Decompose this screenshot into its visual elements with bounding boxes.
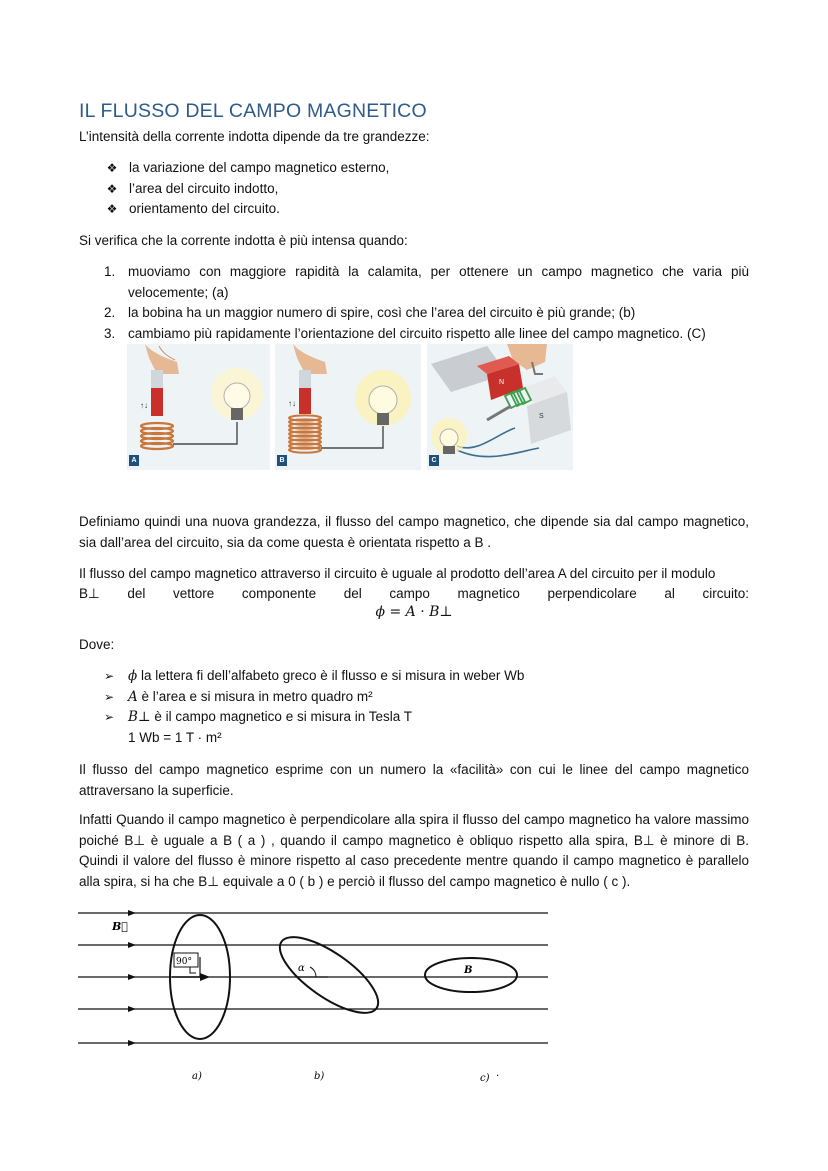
list-item: ❖ l’area del circuito indotto, [103, 179, 389, 200]
caption-c-dot: · [496, 1071, 500, 1082]
north-pole-label: N [499, 379, 505, 386]
list-item: 1. muoviamo con maggiore rapidità la calamita, per ottenere un campo magnetico che varia più velocemente; (a) [104, 264, 749, 300]
list-item: ➢ ϕ la lettera fi dell’alfabeto greco è il flusso e si misura in weber Wb [104, 666, 749, 687]
list-item: ➢ B⊥ è il campo magnetico e si misura in Tesla T [104, 707, 749, 728]
caption-b: b) [314, 1071, 325, 1082]
figure-b-tag: B [277, 455, 287, 466]
flux-line-2: B⊥ del vettore componente del campo magnetico perpendicolare al circuito: [79, 586, 749, 601]
south-pole-label: S [539, 413, 544, 420]
arrow-bullet-icon: ➢ [104, 710, 115, 724]
field-lines-drawing [76, 905, 551, 1090]
svg-text:↑↓: ↑↓ [140, 401, 148, 410]
factors-list [103, 158, 389, 220]
diamond-bullet-icon: ❖ [106, 181, 118, 196]
infatti-paragraph: Infatti Quando il campo magnetico è perpendicolare alla spira il flusso del campo magnetico ha valore massimo poiché B⊥ è uguale a B ( a ) , quando il campo magnetico è obliquo rispetto alla spira, B⊥ è minore di B. Quindi il valore del flusso è minore rispetto al caso precedente mentre quando il campo magnetico è parallelo alla spira, si ha che B⊥ equivale a 0 ( b ) e perciò il flusso del campo magnetico è nullo ( c ). [79, 812, 749, 889]
flux-formula: ϕ = A · B⊥ [375, 604, 453, 620]
caption-c: c) [480, 1073, 490, 1084]
flux-orientation-diagram [76, 905, 551, 1090]
figure-b [275, 344, 421, 470]
list-item: ➢ A è l’area e si misura in metro quadro m² [104, 687, 749, 708]
list-item: 3. cambiamo più rapidamente l’orientazione del circuito rispetto alle linee del campo magnetico. (C) [104, 325, 706, 341]
define-paragraph: Definiamo quindi una nuova grandezza, il flusso del campo magnetico, che dipende sia dal campo magnetico, sia dall’area del circuito, sia da come questa è orientata rispetto a B . [79, 514, 749, 550]
figure-c-drawing [427, 344, 573, 470]
field-vector-label: B⃗ [112, 920, 128, 933]
arrow-bullet-icon: ➢ [104, 689, 115, 704]
figure-a-tag: A [129, 455, 139, 466]
intro-text: L’intensità della corrente indotta dipende da tre grandezze: [79, 129, 430, 144]
figure-a-drawing [127, 344, 270, 470]
express-paragraph: Il flusso del campo magnetico esprime con un numero la «facilità» con cui le linee del campo magnetico attraversano la superficie. [79, 762, 749, 798]
angle-alpha-label: α [298, 963, 305, 974]
induction-figures [127, 344, 573, 470]
cases-list [104, 262, 749, 344]
figure-c-tag: C [429, 455, 439, 466]
caption-a: a) [192, 1071, 202, 1082]
list-item: ❖ orientamento del circuito. [103, 199, 389, 220]
figure-b-drawing [275, 344, 421, 470]
svg-text:↑↓: ↑↓ [288, 399, 296, 408]
b-field-label: B [464, 965, 473, 976]
arrow-bullet-icon: ➢ [104, 669, 115, 683]
definitions-list [104, 666, 749, 748]
flux-line-1: Il flusso del campo magnetico attraverso il circuito è uguale al prodotto dell’area A del circuito per il modulo [79, 566, 716, 581]
dove-label: Dove: [79, 637, 115, 652]
verifica-text: Si verifica che la corrente indotta è più intensa quando: [79, 233, 408, 248]
right-angle-label: 90° [176, 957, 192, 967]
unit-equation: 1 Wb = 1 T · m² [128, 729, 222, 745]
figure-c [427, 344, 573, 470]
list-item: 2. la bobina ha un maggior numero di spire, così che l’area del circuito è più grande; (b) [104, 305, 636, 320]
figure-a [127, 344, 270, 470]
diamond-bullet-icon: ❖ [106, 161, 118, 175]
page-title: IL FLUSSO DEL CAMPO MAGNETICO [79, 100, 427, 122]
diamond-bullet-icon: ❖ [106, 202, 118, 216]
list-item: ❖ la variazione del campo magnetico esterno, [103, 158, 389, 179]
